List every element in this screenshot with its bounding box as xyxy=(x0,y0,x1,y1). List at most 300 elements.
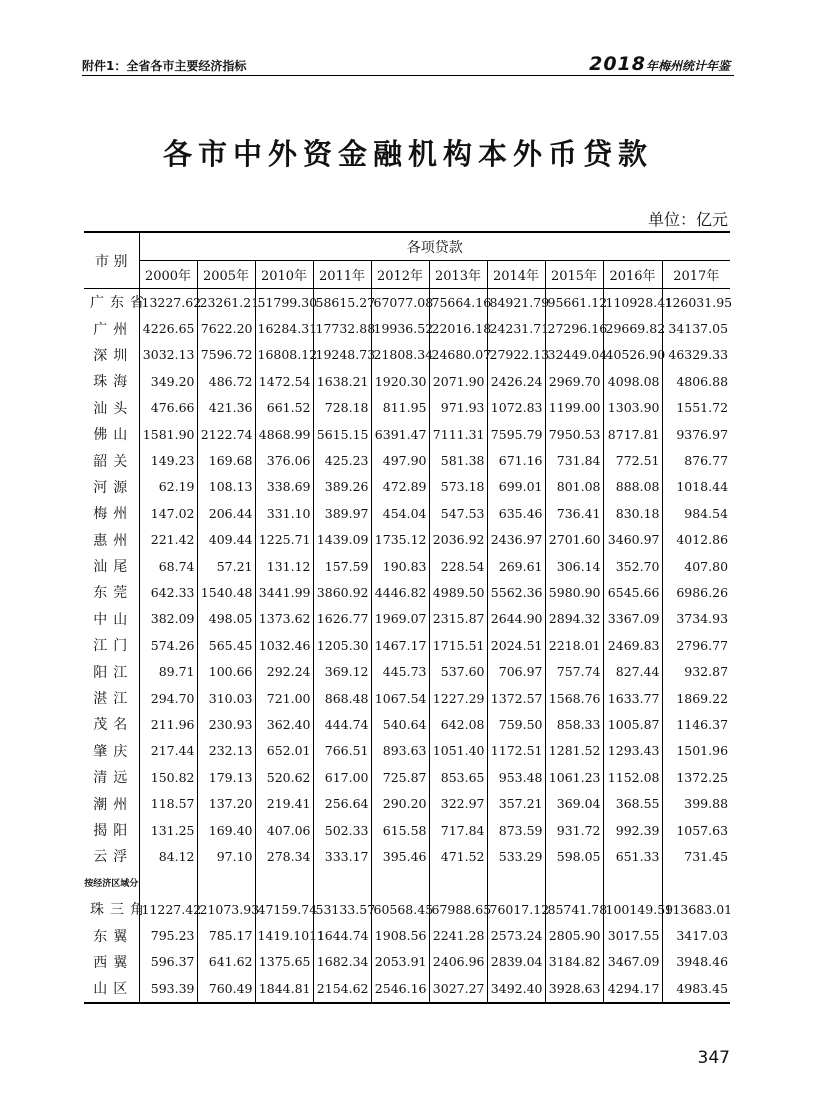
loan-value: 46329.33 xyxy=(662,342,730,368)
loan-value: 349.20 xyxy=(139,368,197,394)
table-row xyxy=(84,738,730,764)
loan-value: 76017.12 xyxy=(487,896,545,922)
loan-value: 801.08 xyxy=(545,474,603,500)
loan-value: 574.26 xyxy=(139,632,197,658)
loan-value: 537.60 xyxy=(429,658,487,684)
loan-value: 2218.01 xyxy=(545,632,603,658)
table-row xyxy=(84,395,730,421)
loans-table xyxy=(84,231,733,1004)
table-row xyxy=(84,315,730,341)
loan-value xyxy=(371,870,429,896)
loan-value: 1501.96 xyxy=(662,738,730,764)
loan-value: 4806.88 xyxy=(662,368,730,394)
table-row xyxy=(84,606,730,632)
loan-value: 2315.87 xyxy=(429,606,487,632)
loan-value: 290.20 xyxy=(371,790,429,816)
loan-value: 1172.51 xyxy=(487,738,545,764)
loan-value: 5615.15 xyxy=(313,421,371,447)
loan-value: 2644.90 xyxy=(487,606,545,632)
unit-label: 单位：亿元 xyxy=(647,210,728,229)
loan-value: 642.08 xyxy=(429,711,487,737)
loan-value: 9376.97 xyxy=(662,421,730,447)
loan-value: 27922.13 xyxy=(487,342,545,368)
loan-value: 853.65 xyxy=(429,764,487,790)
loan-value: 4989.50 xyxy=(429,579,487,605)
table-row xyxy=(84,896,730,922)
loan-value: 331.10 xyxy=(255,500,313,526)
loan-value: 498.05 xyxy=(197,606,255,632)
loan-value: 1152.08 xyxy=(603,764,662,790)
table-row xyxy=(84,527,730,553)
loan-value: 352.70 xyxy=(603,553,662,579)
loan-value xyxy=(545,870,603,896)
loan-value xyxy=(313,870,371,896)
loan-value: 85741.78 xyxy=(545,896,603,922)
loan-value: 68.74 xyxy=(139,553,197,579)
loan-value: 1644.74 xyxy=(313,922,371,948)
loan-value: 1869.22 xyxy=(662,685,730,711)
loan-value: 1472.54 xyxy=(255,368,313,394)
loan-value: 1551.72 xyxy=(662,395,730,421)
loan-value: 671.16 xyxy=(487,447,545,473)
loan-value: 17732.88 xyxy=(313,315,371,341)
loan-value: 721.00 xyxy=(255,685,313,711)
loan-value: 3948.46 xyxy=(662,949,730,975)
loan-value: 641.62 xyxy=(197,949,255,975)
table-row xyxy=(84,922,730,948)
loan-value xyxy=(197,870,255,896)
loan-value: 2805.90 xyxy=(545,922,603,948)
loan-value: 6545.66 xyxy=(603,579,662,605)
city-name: 深圳 xyxy=(93,347,134,364)
loan-value: 1373.62 xyxy=(255,606,313,632)
header-yearbook-title xyxy=(589,53,730,75)
loan-value: 731.45 xyxy=(662,843,730,869)
table-row xyxy=(84,764,730,790)
city-column-header: 市 别 xyxy=(84,232,139,289)
loan-value xyxy=(255,870,313,896)
loan-value: 772.51 xyxy=(603,447,662,473)
loan-value: 67077.08 xyxy=(371,289,429,316)
loan-value: 7622.20 xyxy=(197,315,255,341)
year-header: 2000年 xyxy=(139,261,197,289)
loan-value: 395.46 xyxy=(371,843,429,869)
loan-value: 7950.53 xyxy=(545,421,603,447)
loan-value: 24680.07 xyxy=(429,342,487,368)
loan-value: 40526.90 xyxy=(603,342,662,368)
loan-value: 757.74 xyxy=(545,658,603,684)
loan-value: 953.48 xyxy=(487,764,545,790)
loan-value: 4294.17 xyxy=(603,975,662,1002)
loan-value: 520.62 xyxy=(255,764,313,790)
loan-value: 7595.79 xyxy=(487,421,545,447)
year-header: 2010年 xyxy=(255,261,313,289)
loan-value: 1205.30 xyxy=(313,632,371,658)
year-header: 2017年 xyxy=(662,261,730,289)
loan-value: 785.17 xyxy=(197,922,255,948)
loan-value: 5980.90 xyxy=(545,579,603,605)
loan-value: 565.45 xyxy=(197,632,255,658)
loan-value: 992.39 xyxy=(603,817,662,843)
loan-value: 1540.48 xyxy=(197,579,255,605)
loan-value xyxy=(429,870,487,896)
loan-value: 3928.63 xyxy=(545,975,603,1002)
loan-value: 581.38 xyxy=(429,447,487,473)
loan-value: 728.18 xyxy=(313,395,371,421)
table-row xyxy=(84,500,730,526)
loan-value: 137.20 xyxy=(197,790,255,816)
loan-value: 232.13 xyxy=(197,738,255,764)
loan-value: 445.73 xyxy=(371,658,429,684)
loan-value: 221.42 xyxy=(139,527,197,553)
loan-value xyxy=(487,870,545,896)
loan-value: 6986.26 xyxy=(662,579,730,605)
loan-value: 230.93 xyxy=(197,711,255,737)
loan-value: 7111.31 xyxy=(429,421,487,447)
loan-value: 540.64 xyxy=(371,711,429,737)
loan-value: 3032.13 xyxy=(139,342,197,368)
loan-value: 368.55 xyxy=(603,790,662,816)
city-name: 湛江 xyxy=(93,691,134,708)
loan-value: 573.18 xyxy=(429,474,487,500)
loan-value: 3460.97 xyxy=(603,527,662,553)
loan-value: 533.29 xyxy=(487,843,545,869)
loan-value xyxy=(139,870,197,896)
loan-value: 5562.36 xyxy=(487,579,545,605)
city-name: 广东省 xyxy=(90,295,150,312)
loan-value: 1682.34 xyxy=(313,949,371,975)
loan-value: 60568.45 xyxy=(371,896,429,922)
loan-value: 32449.04 xyxy=(545,342,603,368)
loan-value: 893.63 xyxy=(371,738,429,764)
loan-value: 6391.47 xyxy=(371,421,429,447)
loan-value: 1293.43 xyxy=(603,738,662,764)
loan-value: 651.33 xyxy=(603,843,662,869)
loan-value: 830.18 xyxy=(603,500,662,526)
loan-value: 53133.57 xyxy=(313,896,371,922)
loan-value: 2701.60 xyxy=(545,527,603,553)
city-name: 清远 xyxy=(93,770,134,787)
loan-value: 471.52 xyxy=(429,843,487,869)
loan-value: 16284.31 xyxy=(255,315,313,341)
city-name: 肇庆 xyxy=(93,743,134,760)
loan-value: 615.58 xyxy=(371,817,429,843)
loan-value: 2426.24 xyxy=(487,368,545,394)
loan-value: 4983.45 xyxy=(662,975,730,1002)
city-name: 江门 xyxy=(93,638,134,655)
loan-value: 1372.57 xyxy=(487,685,545,711)
loan-value: 2154.62 xyxy=(313,975,371,1002)
loan-value: 811.95 xyxy=(371,395,429,421)
loan-value: 179.13 xyxy=(197,764,255,790)
loan-value: 1227.29 xyxy=(429,685,487,711)
loan-value: 736.41 xyxy=(545,500,603,526)
table-row xyxy=(84,949,730,975)
loan-value: 108.13 xyxy=(197,474,255,500)
loan-value: 4868.99 xyxy=(255,421,313,447)
loan-value: 1638.21 xyxy=(313,368,371,394)
loan-value: 888.08 xyxy=(603,474,662,500)
loan-value: 369.12 xyxy=(313,658,371,684)
loan-value: 4446.82 xyxy=(371,579,429,605)
loan-value: 868.48 xyxy=(313,685,371,711)
loan-value: 211.96 xyxy=(139,711,197,737)
table-row xyxy=(84,289,730,316)
loan-value: 1844.81 xyxy=(255,975,313,1002)
table-row xyxy=(84,632,730,658)
loan-value: 113683.01 xyxy=(662,896,730,922)
loan-value: 100149.59 xyxy=(603,896,662,922)
loan-value: 932.87 xyxy=(662,658,730,684)
loan-value: 27296.16 xyxy=(545,315,603,341)
loan-value: 22016.18 xyxy=(429,315,487,341)
loan-value: 472.89 xyxy=(371,474,429,500)
loan-value: 454.04 xyxy=(371,500,429,526)
loan-value: 131.25 xyxy=(139,817,197,843)
loan-value: 3367.09 xyxy=(603,606,662,632)
city-name: 潮州 xyxy=(93,796,134,813)
loan-value: 147.02 xyxy=(139,500,197,526)
loan-value: 4098.08 xyxy=(603,368,662,394)
loan-value: 971.93 xyxy=(429,395,487,421)
loan-value: 67988.65 xyxy=(429,896,487,922)
city-name: 惠州 xyxy=(93,532,134,549)
year-header: 2013年 xyxy=(429,261,487,289)
loan-value: 118.57 xyxy=(139,790,197,816)
table-row xyxy=(84,658,730,684)
loan-value: 2024.51 xyxy=(487,632,545,658)
table-row xyxy=(84,368,730,394)
loan-value: 1908.56 xyxy=(371,922,429,948)
loan-value: 23261.21 xyxy=(197,289,255,316)
loan-value: 157.59 xyxy=(313,553,371,579)
loan-value: 1303.90 xyxy=(603,395,662,421)
city-name: 西翼 xyxy=(93,954,134,971)
loan-value: 3441.99 xyxy=(255,579,313,605)
loan-value: 8717.81 xyxy=(603,421,662,447)
city-name: 广州 xyxy=(93,321,134,338)
loan-value: 150.82 xyxy=(139,764,197,790)
loan-value: 421.36 xyxy=(197,395,255,421)
loan-value: 407.80 xyxy=(662,553,730,579)
loan-value: 1439.09 xyxy=(313,527,371,553)
loan-value: 3417.03 xyxy=(662,922,730,948)
table-row xyxy=(84,421,730,447)
loan-value: 717.84 xyxy=(429,817,487,843)
loan-value: 635.46 xyxy=(487,500,545,526)
loan-value: 1372.25 xyxy=(662,764,730,790)
loan-value: 1005.87 xyxy=(603,711,662,737)
year-header: 2005年 xyxy=(197,261,255,289)
loan-value: 219.41 xyxy=(255,790,313,816)
loan-value: 3492.40 xyxy=(487,975,545,1002)
page-number: 347 xyxy=(697,1048,730,1068)
loan-value: 322.97 xyxy=(429,790,487,816)
city-name: 东莞 xyxy=(93,585,134,602)
loan-value: 759.50 xyxy=(487,711,545,737)
loan-value: 2839.04 xyxy=(487,949,545,975)
loan-value: 206.44 xyxy=(197,500,255,526)
loan-value: 873.59 xyxy=(487,817,545,843)
loan-value: 169.40 xyxy=(197,817,255,843)
loan-value: 100.66 xyxy=(197,658,255,684)
loan-value: 19248.73 xyxy=(313,342,371,368)
loan-value: 2053.91 xyxy=(371,949,429,975)
loan-value: 407.06 xyxy=(255,817,313,843)
loan-value: 1969.07 xyxy=(371,606,429,632)
loan-value: 1199.00 xyxy=(545,395,603,421)
loan-value: 57.21 xyxy=(197,553,255,579)
loan-value: 190.83 xyxy=(371,553,429,579)
city-name: 汕尾 xyxy=(93,559,134,576)
loan-value: 1146.37 xyxy=(662,711,730,737)
loan-value: 2469.83 xyxy=(603,632,662,658)
loan-value: 409.44 xyxy=(197,527,255,553)
table-row xyxy=(84,342,730,368)
table-row xyxy=(84,579,730,605)
loan-value: 3027.27 xyxy=(429,975,487,1002)
loan-value: 269.61 xyxy=(487,553,545,579)
loan-value: 2241.28 xyxy=(429,922,487,948)
loan-value: 362.40 xyxy=(255,711,313,737)
city-name: 山区 xyxy=(93,981,134,998)
loan-value: 84.12 xyxy=(139,843,197,869)
loan-value: 617.00 xyxy=(313,764,371,790)
table-row xyxy=(84,975,730,1002)
loan-value: 2894.32 xyxy=(545,606,603,632)
table-row xyxy=(84,447,730,473)
loan-value: 476.66 xyxy=(139,395,197,421)
city-name: 韶关 xyxy=(93,453,134,470)
loan-value: 62.19 xyxy=(139,474,197,500)
table-row xyxy=(84,817,730,843)
loan-value: 1568.76 xyxy=(545,685,603,711)
loan-value: 858.33 xyxy=(545,711,603,737)
loan-value: 21808.34 xyxy=(371,342,429,368)
loan-value: 75664.16 xyxy=(429,289,487,316)
loan-value: 725.87 xyxy=(371,764,429,790)
loan-value: 2969.70 xyxy=(545,368,603,394)
city-name: 梅州 xyxy=(93,506,134,523)
loan-value: 1735.12 xyxy=(371,527,429,553)
loan-value: 294.70 xyxy=(139,685,197,711)
loan-value: 1375.65 xyxy=(255,949,313,975)
loan-value: 2573.24 xyxy=(487,922,545,948)
loan-value: 3734.93 xyxy=(662,606,730,632)
loan-value: 596.37 xyxy=(139,949,197,975)
year-header: 2014年 xyxy=(487,261,545,289)
loan-value: 34137.05 xyxy=(662,315,730,341)
city-name: 佛山 xyxy=(93,427,134,444)
year-header: 2012年 xyxy=(371,261,429,289)
loan-value: 4226.65 xyxy=(139,315,197,341)
loan-value: 110928.41 xyxy=(603,289,662,316)
table-row xyxy=(84,870,730,896)
year-header: 2016年 xyxy=(603,261,662,289)
loan-value: 661.52 xyxy=(255,395,313,421)
loan-value: 21073.93 xyxy=(197,896,255,922)
loan-value: 2036.92 xyxy=(429,527,487,553)
loan-value: 1032.46 xyxy=(255,632,313,658)
loan-value: 699.01 xyxy=(487,474,545,500)
year-header: 2015年 xyxy=(545,261,603,289)
year-header-row xyxy=(84,261,730,289)
loan-value: 1018.44 xyxy=(662,474,730,500)
loan-value: 1626.77 xyxy=(313,606,371,632)
header-rule xyxy=(82,75,734,76)
loan-value: 131.12 xyxy=(255,553,313,579)
loan-value: 51799.30 xyxy=(255,289,313,316)
page-title: 各市中外资金融机构本外币贷款 xyxy=(162,137,653,171)
loan-value xyxy=(662,870,730,896)
loan-value: 3017.55 xyxy=(603,922,662,948)
loan-value: 310.03 xyxy=(197,685,255,711)
loan-value: 4012.86 xyxy=(662,527,730,553)
loan-value: 2796.77 xyxy=(662,632,730,658)
header-section-label: 附件1：全省各市主要经济指标 xyxy=(82,59,247,73)
loan-value: 652.01 xyxy=(255,738,313,764)
loan-value: 389.97 xyxy=(313,500,371,526)
loan-value: 13227.62 xyxy=(139,289,197,316)
loan-value: 984.54 xyxy=(662,500,730,526)
loan-value: 16808.12 xyxy=(255,342,313,368)
loan-value: 399.88 xyxy=(662,790,730,816)
loan-value: 1072.83 xyxy=(487,395,545,421)
loan-value: 3860.92 xyxy=(313,579,371,605)
loan-value: 502.33 xyxy=(313,817,371,843)
loan-value: 486.72 xyxy=(197,368,255,394)
loan-value: 7596.72 xyxy=(197,342,255,368)
loan-value: 2071.90 xyxy=(429,368,487,394)
loan-value: 3467.09 xyxy=(603,949,662,975)
loan-value: 1920.30 xyxy=(371,368,429,394)
loan-value: 306.14 xyxy=(545,553,603,579)
loan-value: 1715.51 xyxy=(429,632,487,658)
loans-group-header: 各项贷款 xyxy=(139,232,730,261)
loan-value: 731.84 xyxy=(545,447,603,473)
loan-value: 24231.71 xyxy=(487,315,545,341)
loan-value: 256.64 xyxy=(313,790,371,816)
loan-value: 1281.52 xyxy=(545,738,603,764)
city-name: 中山 xyxy=(93,611,134,628)
loan-value: 1633.77 xyxy=(603,685,662,711)
loan-value: 376.06 xyxy=(255,447,313,473)
loan-value: 292.24 xyxy=(255,658,313,684)
loan-value: 497.90 xyxy=(371,447,429,473)
loan-value: 382.09 xyxy=(139,606,197,632)
loan-value: 169.68 xyxy=(197,447,255,473)
loan-value: 58615.27 xyxy=(313,289,371,316)
loan-value: 369.04 xyxy=(545,790,603,816)
loan-value: 357.21 xyxy=(487,790,545,816)
loan-value: 89.71 xyxy=(139,658,197,684)
loan-value: 1051.40 xyxy=(429,738,487,764)
loan-value: 47159.74 xyxy=(255,896,313,922)
loan-value: 278.34 xyxy=(255,843,313,869)
loan-value: 126031.95 xyxy=(662,289,730,316)
loan-value: 333.17 xyxy=(313,843,371,869)
loan-value: 29669.82 xyxy=(603,315,662,341)
city-name: 阳江 xyxy=(93,664,134,681)
city-name: 汕头 xyxy=(93,400,134,417)
loan-value: 598.05 xyxy=(545,843,603,869)
loan-value: 827.44 xyxy=(603,658,662,684)
city-name: 河源 xyxy=(93,479,134,496)
loan-value: 95661.12 xyxy=(545,289,603,316)
loan-value: 642.33 xyxy=(139,579,197,605)
table-row xyxy=(84,711,730,737)
loan-value: 1467.17 xyxy=(371,632,429,658)
